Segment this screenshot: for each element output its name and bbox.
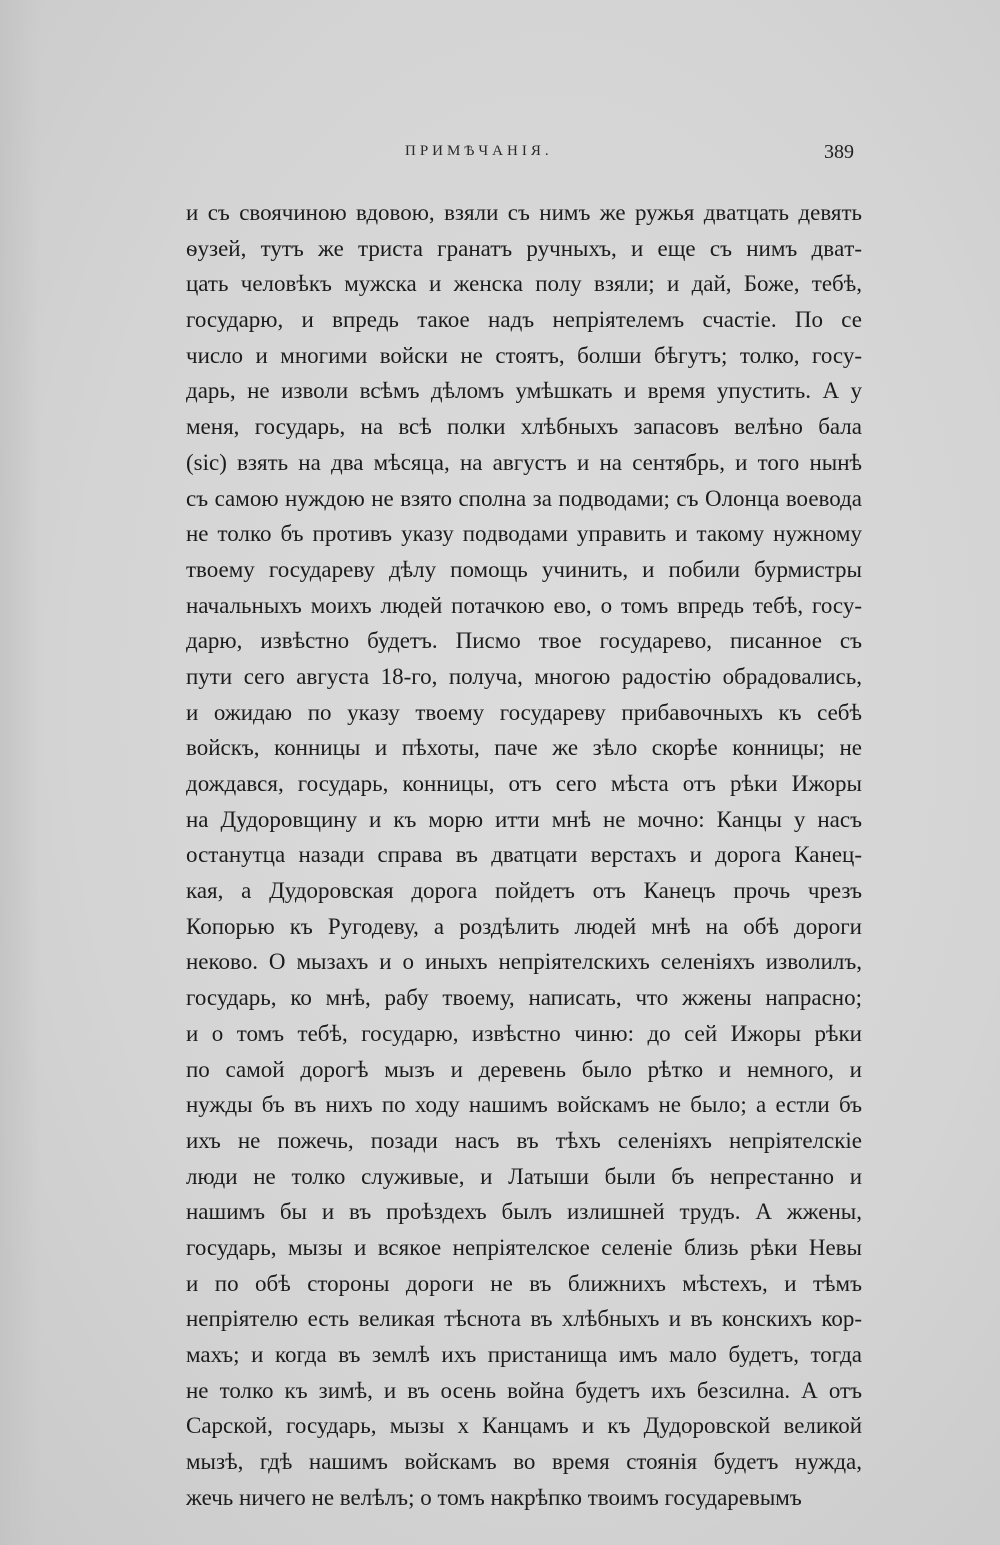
text-line: не толко бъ противъ указу подводами управить и такому нужному [186,521,862,547]
text-line: Сарской, государь, мызы х Канцамъ и къ Дудоровской великой [186,1413,862,1439]
text-line: и по обѣ стороны дороги не въ ближнихъ мѣстехъ, и тѣмъ [186,1270,862,1296]
text-line: мызѣ, гдѣ нашимъ войскамъ во время стоянія будетъ нужда, [186,1449,862,1475]
text-line: кая, а Дудоровская дорога пойдетъ отъ Канецъ прочь чрезъ [186,878,862,904]
text-line: съ самою нуждою не взято сполна за подводами; съ Олонца воевода [186,485,862,511]
text-line: дарю, извѣстно будетъ. Писмо твое государево, писанное съ [186,628,862,654]
text-line: не толко къ зимѣ, и въ осень война будетъ ихъ безсилна. А отъ [186,1377,862,1403]
text-line: дождався, государь, конницы, отъ сего мѣста отъ рѣки Ижоры [186,771,862,796]
text-line: останутца назади справа въ дватцати верстахъ и дорога Канец- [186,842,862,868]
text-line: ихъ не пожечь, позади насъ въ тѣхъ селеніяхъ непріятелскіе [186,1127,862,1153]
text-line: нашимъ бы и въ проѣздехъ былъ излишней трудъ. А жжены, [186,1199,862,1225]
text-line: цать человѣкъ мужска и женска полу взяли; и дай, Боже, тебѣ, [186,271,862,297]
text-line: и ожидаю по указу твоему государеву прибавочныхъ къ себѣ [186,699,862,725]
text-line: махъ; и когда въ землѣ ихъ пристанища имъ мало будетъ, тогда [186,1342,862,1367]
text-line: число и многими войски не стоятъ, болши бѣгутъ; толко, госу- [186,342,862,368]
text-line: меня, государь, на всѣ полки хлѣбныхъ запасовъ велѣно бала [186,414,862,440]
text-line: люди не толко служивые, и Латыши были бъ непрестанно и [186,1163,862,1189]
body-text [186,195,862,1515]
page-edge-shadow [0,0,40,1545]
text-line: и съ своячиною вдовою, взяли съ нимъ же ружья двaтцать девять [186,200,862,225]
text-line: ѳузей, тутъ же триста гранатъ ручныхъ, и еще съ нимъ двaт- [186,235,862,261]
text-line: начальныхъ моихъ людей потачкою ево, о томъ впредь тебѣ, госу- [186,592,862,618]
text-line: по самой дорогѣ мызъ и деревень было рѣтко и немного, и [186,1056,862,1082]
page-number: 389 [824,141,854,163]
running-head: ПРИМѢЧАНІЯ. [405,143,553,159]
text-line: (sic) взять на два мѣсяца, на августъ и на сентябрь, и того нынѣ [186,449,862,475]
text-line: пути сего августа 18-го, получа, многою радостію обрадовались, [186,663,862,689]
text-line: неково. О мызахъ и о иныхъ непріятелскихъ селеніяхъ изволилъ, [186,949,862,975]
text-line: Копорью къ Ругодеву, а роздѣлить людей мнѣ на обѣ дороги [186,913,862,939]
text-line: и о томъ тебѣ, государю, извѣстно чиню: до сей Ижоры рѣки [186,1020,862,1046]
text-line: твоему государеву дѣлу помощь учинить, и побили бурмистры [186,556,862,582]
text-line: государь, мызы и всякое непріятелское селеніе близь рѣки Невы [186,1234,862,1260]
text-line: государь, ко мнѣ, рабу твоему, написать, что жжены напрасно; [186,985,862,1011]
text-line: на Дудоровщину и къ морю итти мнѣ не мочно: Канцы у насъ [186,806,862,832]
text-line: дарь, не изволи всѣмъ дѣломъ умѣшкать и время упустить. А у [186,378,862,404]
text-line: жечь ничего не велѣлъ; о томъ накрѣпко твоимъ государевымъ [186,1484,802,1510]
text-line: государю, и впредь такое надъ непріятелемъ счастіе. По се [186,307,862,333]
text-line: войскъ, конницы и пѣхоты, паче же зѣло скорѣе конницы; не [186,735,862,761]
text-line: непріятелю есть великая тѣснота въ хлѣбныхъ и въ конскихъ кор- [186,1306,862,1332]
text-line: нужды бъ въ нихъ по ходу нашимъ войскамъ не было; а естли бъ [186,1092,862,1118]
